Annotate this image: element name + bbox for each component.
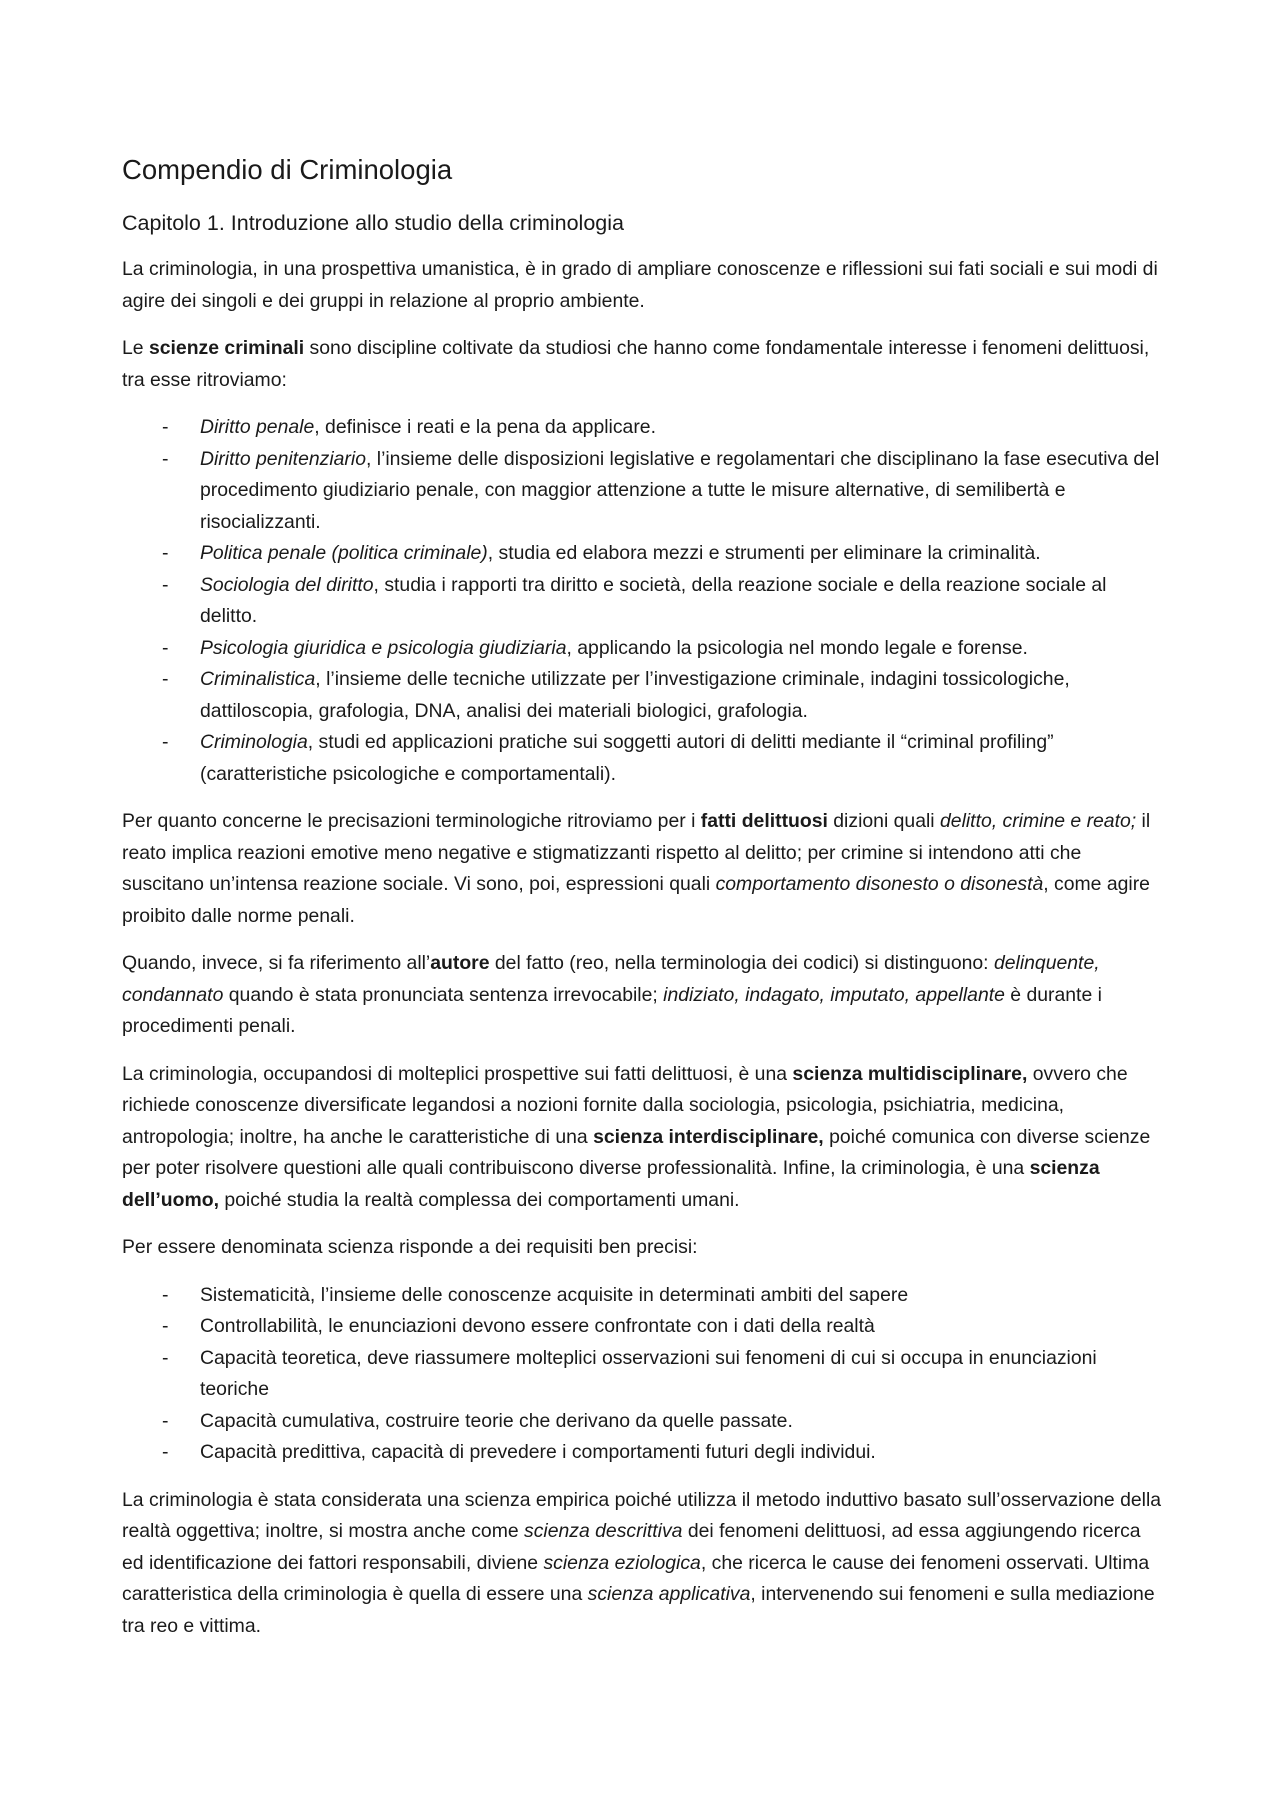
list-item: - Politica penale (politica criminale), studia ed elabora mezzi e strumenti per eliminare la criminalità.	[122, 538, 1162, 570]
document-title: Compendio di Criminologia	[122, 154, 453, 185]
list-scienze-criminali	[122, 412, 1162, 790]
paragraph-autore: Quando, invece, si fa riferimento all’autore del fatto (reo, nella terminologia dei codici) si distinguono: delinquente, condannato quando è stata pronunciata sentenza irrevocabile; indiziato, indagato, imputato, appellante è durante i procedimenti penali.	[122, 952, 1102, 1037]
list-item: - Diritto penale, definisce i reati e la pena da applicare.	[122, 412, 1162, 444]
paragraph-multidisciplinare: La criminologia, occupandosi di molteplici prospettive sui fatti delittuosi, è una scienza multidisciplinare, ovvero che richiede conoscenze diversificate legandosi a nozioni fornite dalla sociologia, psicologia, psichiatria, medicina, antropologia; inoltre, ha anche le caratteristiche di una scienza interdisciplinare, poiché comunica con diverse scienze per poter risolvere questioni alle quali contribuiscono diverse professionalità. Infine, la criminologia, è una scienza dell’uomo, poiché studia la realtà complessa dei comportamenti umani.	[122, 1062, 1151, 1211]
list-requisiti	[122, 1280, 1162, 1469]
list-item: - Criminalistica, l’insieme delle tecniche utilizzate per l’investigazione criminale, indagini tossicologiche, dattiloscopia, grafologia, DNA, analisi dei materiali biologici, grafologia.	[122, 664, 1162, 727]
list-item: - Criminologia, studi ed applicazioni pratiche sui soggetti autori di delitti mediante il “criminal profiling” (caratteristiche psicologiche e comportamentali).	[122, 727, 1162, 790]
paragraph-scienza-empirica: La criminologia è stata considerata una scienza empirica poiché utilizza il metodo induttivo basato sull’osservazione della realtà oggettiva; inoltre, si mostra anche come scienza descrittiva dei fenomeni delittuosi, ad essa aggiungendo ricerca ed identificazione dei fattori responsabili, diviene scienza eziologica, che ricerca le cause dei fenomeni osservati. Ultima caratteristica della criminologia è quella di essere una scienza applicativa, intervenendo sui fenomeni e sulla mediazione tra reo e vittima.	[122, 1488, 1162, 1637]
list-item: - Capacità cumulativa, costruire teorie che derivano da quelle passate.	[122, 1406, 1162, 1438]
paragraph-requisiti: Per essere denominata scienza risponde a dei requisiti ben precisi:	[122, 1236, 698, 1258]
list-item: - Diritto penitenziario, l’insieme delle disposizioni legislative e regolamentari che disciplinano la fase esecutiva del procedimento giudiziario penale, con maggior attenzione a tutte le misure alternative, di semilibertà e risocializzanti.	[122, 444, 1162, 539]
paragraph-terminologia: Per quanto concerne le precisazioni terminologiche ritroviamo per i fatti delittuosi dizioni quali delitto, crimine e reato; il reato implica reazioni emotive meno negative e stigmatizzanti rispetto al delitto; per crimine si intendono atti che suscitano un’intensa reazione sociale. Vi sono, poi, espressioni quali comportamento disonesto o disonestà, come agire proibito dalle norme penali.	[122, 810, 1151, 927]
list-item: - Capacità teoretica, deve riassumere molteplici osservazioni sui fenomeni di cui si occupa in enunciazioni teoriche	[122, 1343, 1162, 1406]
list-item: - Controllabilità, le enunciazioni devono essere confrontate con i dati della realtà	[122, 1311, 1162, 1343]
list-item: - Sociologia del diritto, studia i rapporti tra diritto e società, della reazione sociale e della reazione sociale al delitto.	[122, 570, 1162, 633]
paragraph-scienze-criminali: Le scienze criminali sono discipline coltivate da studiosi che hanno come fondamentale interesse i fenomeni delittuosi, tra esse ritroviamo:	[122, 337, 1150, 391]
paragraph-intro: La criminologia, in una prospettiva umanistica, è in grado di ampliare conoscenze e riflessioni sui fati sociali e sui modi di agire dei singoli e dei gruppi in relazione al proprio ambiente.	[122, 258, 1158, 312]
chapter-heading: Capitolo 1. Introduzione allo studio della criminologia	[122, 211, 624, 235]
list-item: - Sistematicità, l’insieme delle conoscenze acquisite in determinati ambiti del sapere	[122, 1280, 1162, 1312]
list-item: - Psicologia giuridica e psicologia giudiziaria, applicando la psicologia nel mondo legale e forense.	[122, 633, 1162, 665]
list-item: - Capacità predittiva, capacità di prevedere i comportamenti futuri degli individui.	[122, 1437, 1162, 1469]
